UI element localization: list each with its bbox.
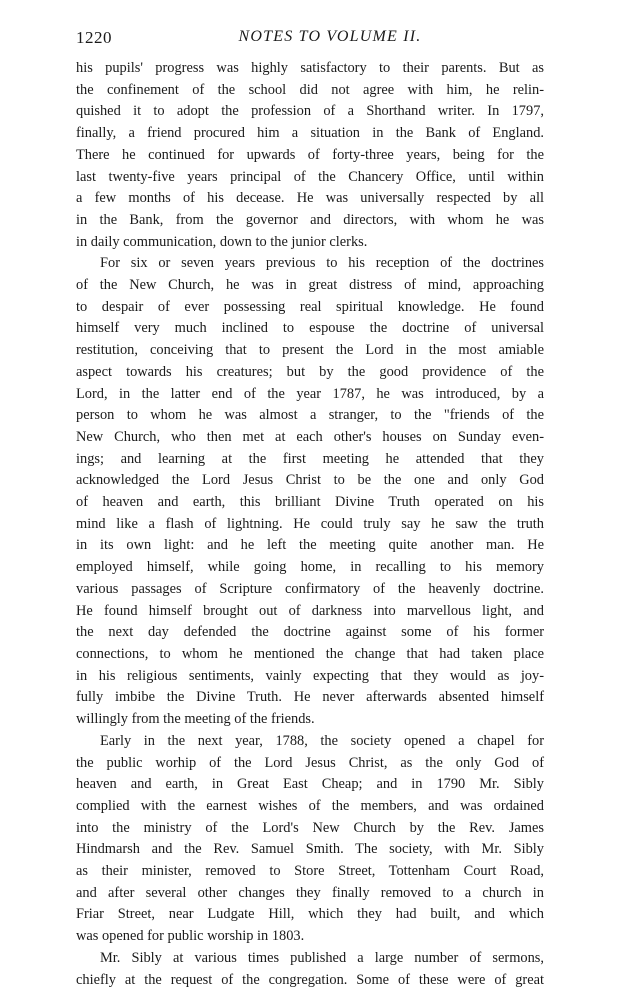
text-line: a few months of his decease. He was universally respected by all	[76, 190, 544, 207]
text-line: finally, a friend procured him a situation in the Bank of England.	[76, 125, 544, 142]
text-line: There he continued for upwards of forty-three years, being for the	[76, 146, 544, 163]
text-line: Lord, in the latter end of the year 1787, he was introduced, by a	[76, 385, 544, 402]
text-line: the confinement of the school did not agree with him, he relin-	[76, 81, 544, 98]
text-line: his pupils' progress was highly satisfactory to their parents. But as	[76, 60, 544, 76]
text-line: as their minister, removed to Store Street, Tottenham Court Road,	[76, 863, 544, 880]
text-line: and after several other changes they finally removed to a church in	[76, 884, 544, 901]
text-line: mind like a flash of lightning. He could truly say he saw the truth	[76, 515, 544, 532]
text-line: heaven and earth, in Great East Cheap; and in 1790 Mr. Sibly	[76, 776, 544, 793]
running-title: NOTES TO VOLUME II.	[238, 28, 422, 45]
page-header	[76, 28, 544, 52]
paragraph	[76, 58, 544, 253]
text-line: various passages of Scripture confirmatory of the heavenly doctrine.	[76, 580, 544, 597]
text-line: to despair of ever possessing real spiritual knowledge. He found	[76, 298, 544, 315]
text-line: restitution, conceiving that to present the Lord in the most amiable	[76, 342, 544, 359]
text-line: in its own light: and he left the meeting quite another man. He	[76, 537, 544, 554]
text-line: person to whom he was almost a stranger, to the "friends of the	[76, 407, 544, 424]
paragraph	[76, 253, 544, 730]
text-line: last twenty-five years principal of the Chancery Office, until within	[76, 168, 544, 185]
text-line: in the Bank, from the governor and directors, with whom he was	[76, 211, 544, 228]
text-line: the public worhip of the Lord Jesus Christ, as the only God of	[76, 754, 544, 771]
text-line: Early in the next year, 1788, the society opened a chapel for	[100, 732, 544, 749]
text-line: New Church, who then met at each other's houses on Sunday even-	[76, 428, 544, 445]
text-line: into the ministry of the Lord's New Church by the Rev. James	[76, 819, 544, 836]
book-page	[76, 28, 544, 991]
text-line: complied with the earnest wishes of the members, and was ordained	[76, 797, 544, 814]
page-number: 1220	[76, 28, 112, 47]
text-line: chiefly at the request of the congregation. Some of these were of great	[76, 971, 544, 988]
text-line: For six or seven years previous to his reception of the doctrines	[100, 255, 544, 272]
paragraph	[76, 731, 544, 948]
text-line: of the New Church, he was in great distress of mind, approaching	[76, 277, 544, 294]
text-line: ings; and learning at the first meeting he attended that they	[76, 450, 544, 467]
text-line: in daily communication, down to the junior clerks.	[76, 233, 368, 250]
text-line: himself very much inclined to espouse the doctrine of universal	[76, 320, 544, 337]
text-line: employed himself, while going home, in recalling to his memory	[76, 559, 544, 576]
text-line: Mr. Sibly at various times published a large number of sermons,	[100, 949, 544, 966]
text-line: of heaven and earth, this brilliant Divine Truth operated on his	[76, 494, 544, 511]
text-line: the next day defended the doctrine against some of his former	[76, 624, 544, 641]
text-line: quished it to adopt the profession of a Shorthand writer. In 1797,	[76, 103, 544, 120]
text-line: Friar Street, near Ludgate Hill, which they had built, and which	[76, 906, 544, 923]
text-line: willingly from the meeting of the friends.	[76, 711, 315, 728]
text-line: acknowledged the Lord Jesus Christ to be the one and only God	[76, 472, 544, 489]
text-line: aspect towards his creatures; but by the good providence of the	[76, 363, 544, 380]
text-line: Hindmarsh and the Rev. Samuel Smith. The society, with Mr. Sibly	[76, 841, 544, 858]
text-line: in his religious sentiments, vainly expecting that they would as joy-	[76, 667, 544, 684]
text-line: He found himself brought out of darkness into marvellous light, and	[76, 602, 544, 619]
text-line: was opened for public worship in 1803.	[76, 928, 305, 945]
text-line: connections, to whom he mentioned the change that had taken place	[76, 645, 544, 662]
paragraph	[76, 948, 544, 991]
text-line: fully imbibe the Divine Truth. He never afterwards absented himself	[76, 689, 544, 706]
